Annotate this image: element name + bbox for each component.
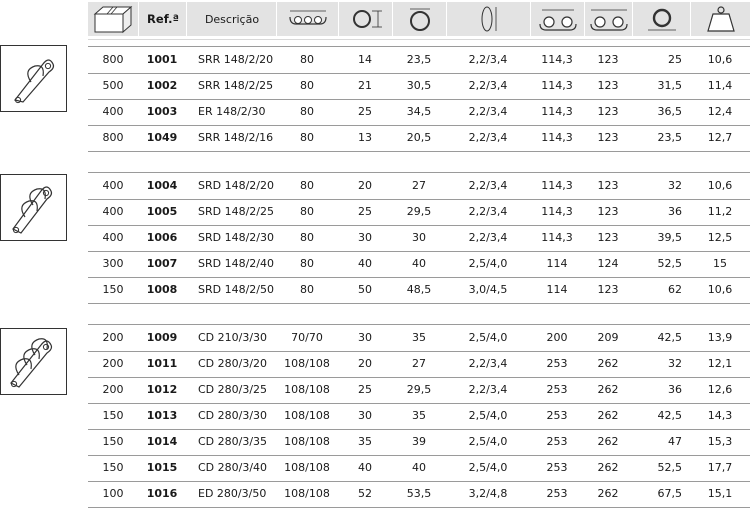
cell-description: CD 280/3/40 (198, 461, 268, 474)
cell-ring-open: 52,5 (657, 461, 682, 474)
cell-total-length: 123 (597, 231, 619, 244)
cell-wire-thickness: 2,2/3,4 (468, 231, 508, 244)
table-row (88, 325, 750, 352)
single-claw-clip-icon (0, 45, 67, 112)
cell-description: CD 280/3/35 (198, 435, 268, 448)
cell-total-length: 123 (597, 131, 619, 144)
cell-ring-width: 50 (358, 283, 372, 296)
table-row (88, 225, 750, 252)
cell-weight: 11,2 (707, 205, 733, 218)
cell-quantity: 150 (102, 435, 124, 448)
cell-pitch: 114,3 (541, 105, 573, 118)
cell-description: CD 280/3/25 (198, 383, 268, 396)
cell-ref: 1006 (146, 231, 178, 244)
cell-weight: 12,6 (707, 383, 733, 396)
cell-wire-thickness: 2,2/3,4 (468, 105, 508, 118)
cell-pitch: 114,3 (541, 131, 573, 144)
cell-total-length: 209 (597, 331, 619, 344)
cell-description: SRR 148/2/16 (198, 131, 274, 144)
cell-wire-thickness: 2,2/3,4 (468, 357, 508, 370)
cell-pitch: 114,3 (541, 53, 573, 66)
cell-description: CD 280/3/20 (198, 357, 268, 370)
cell-ring-width: 14 (358, 53, 372, 66)
cell-weight: 12,5 (707, 231, 733, 244)
cell-clamp-length: 80 (300, 283, 314, 296)
cell-ref: 1002 (146, 79, 178, 92)
cell-wire-thickness: 2,5/4,0 (468, 409, 508, 422)
cell-quantity: 800 (102, 131, 124, 144)
cell-total-length: 123 (597, 105, 619, 118)
cell-quantity: 500 (102, 79, 124, 92)
cell-ref: 1013 (146, 409, 178, 422)
table-row (88, 455, 750, 482)
cell-ref: 1049 (146, 131, 178, 144)
cell-quantity: 400 (102, 205, 124, 218)
cell-description: SRD 148/2/50 (198, 283, 274, 296)
cell-ring-open: 25 (668, 53, 682, 66)
cell-clamp-length: 80 (300, 131, 314, 144)
cell-ring-diameter: 20,5 (406, 131, 432, 144)
cell-ring-diameter: 40 (412, 257, 426, 270)
cell-ring-open: 36,5 (657, 105, 682, 118)
cell-pitch: 114,3 (541, 79, 573, 92)
cell-ring-open: 32 (668, 179, 682, 192)
cell-description: CD 280/3/30 (198, 409, 268, 422)
table-row (88, 73, 750, 100)
cell-clamp-length: 108/108 (284, 383, 330, 396)
cell-description: SRD 148/2/40 (198, 257, 274, 270)
cell-total-length: 124 (597, 257, 619, 270)
cell-total-length: 262 (597, 357, 619, 370)
package-box-icon (88, 2, 138, 36)
cell-ring-width: 20 (358, 357, 372, 370)
table-row (88, 277, 750, 304)
cell-pitch: 114,3 (541, 231, 573, 244)
cell-ring-width: 30 (358, 409, 372, 422)
cell-clamp-length: 108/108 (284, 409, 330, 422)
cell-quantity: 200 (102, 331, 124, 344)
cell-ring-open: 42,5 (657, 409, 682, 422)
cell-ring-width: 25 (358, 105, 372, 118)
cell-wire-thickness: 2,5/4,0 (468, 257, 508, 270)
table-row (88, 251, 750, 278)
cell-clamp-length: 80 (300, 105, 314, 118)
cell-ref: 1004 (146, 179, 178, 192)
cell-wire-thickness: 2,5/4,0 (468, 461, 508, 474)
table-row (88, 47, 750, 74)
cell-ring-diameter: 40 (412, 461, 426, 474)
cell-total-length: 123 (597, 79, 619, 92)
weight-icon (690, 2, 750, 36)
table-row (88, 481, 750, 508)
ring-diameter-icon (392, 2, 447, 36)
cell-ring-open: 36 (668, 383, 682, 396)
cell-ring-open: 31,5 (657, 79, 682, 92)
cell-ring-open: 39,5 (657, 231, 682, 244)
triple-claw-clip-icon (0, 328, 67, 395)
cell-weight: 14,3 (707, 409, 733, 422)
cell-pitch: 253 (546, 487, 568, 500)
table-row (88, 199, 750, 226)
double-claw-clip-icon (0, 174, 67, 241)
cell-ring-diameter: 35 (412, 409, 426, 422)
cell-ref: 1008 (146, 283, 178, 296)
cell-ring-diameter: 27 (412, 357, 426, 370)
table-row (88, 403, 750, 430)
cell-ref: 1003 (146, 105, 178, 118)
cell-weight: 11,4 (707, 79, 733, 92)
cell-ring-width: 40 (358, 257, 372, 270)
cell-pitch: 253 (546, 461, 568, 474)
cell-total-length: 262 (597, 409, 619, 422)
cell-weight: 10,6 (707, 283, 733, 296)
cell-total-length: 123 (597, 179, 619, 192)
table-row (88, 351, 750, 378)
cell-ring-width: 20 (358, 179, 372, 192)
cell-ring-width: 25 (358, 205, 372, 218)
cell-weight: 10,6 (707, 53, 733, 66)
cell-total-length: 123 (597, 205, 619, 218)
cell-quantity: 150 (102, 461, 124, 474)
wire-thickness-icon (446, 2, 531, 36)
cell-ring-diameter: 48,5 (406, 283, 432, 296)
clamp-length-icon (276, 2, 339, 36)
cell-weight: 10,6 (707, 179, 733, 192)
cell-clamp-length: 108/108 (284, 487, 330, 500)
cell-clamp-length: 80 (300, 205, 314, 218)
cell-ring-open: 67,5 (657, 487, 682, 500)
cell-ref: 1009 (146, 331, 178, 344)
cell-weight: 15,3 (707, 435, 733, 448)
cell-pitch: 114 (546, 257, 568, 270)
cell-ring-width: 25 (358, 383, 372, 396)
header-divider (88, 39, 750, 40)
cell-ring-width: 13 (358, 131, 372, 144)
cell-ref: 1001 (146, 53, 178, 66)
cell-ring-width: 52 (358, 487, 372, 500)
cell-quantity: 400 (102, 231, 124, 244)
pitch-icon (530, 2, 585, 36)
cell-clamp-length: 108/108 (284, 461, 330, 474)
cell-quantity: 400 (102, 105, 124, 118)
cell-ref: 1015 (146, 461, 178, 474)
cell-clamp-length: 80 (300, 179, 314, 192)
cell-ring-diameter: 30 (412, 231, 426, 244)
cell-description: SRD 148/2/25 (198, 205, 274, 218)
cell-pitch: 253 (546, 383, 568, 396)
cell-ring-open: 23,5 (657, 131, 682, 144)
table-row (88, 173, 750, 200)
cell-pitch: 253 (546, 357, 568, 370)
description-header-label: Descrição (204, 12, 260, 26)
cell-ring-width: 40 (358, 461, 372, 474)
ring-width-icon (338, 2, 393, 36)
cell-wire-thickness: 2,2/3,4 (468, 205, 508, 218)
cell-quantity: 100 (102, 487, 124, 500)
cell-total-length: 262 (597, 383, 619, 396)
cell-clamp-length: 108/108 (284, 357, 330, 370)
cell-clamp-length: 80 (300, 79, 314, 92)
cell-ring-diameter: 23,5 (406, 53, 432, 66)
total-length-icon (584, 2, 633, 36)
cell-ring-diameter: 30,5 (406, 79, 432, 92)
cell-ring-diameter: 29,5 (406, 205, 432, 218)
cell-pitch: 114,3 (541, 179, 573, 192)
cell-total-length: 262 (597, 461, 619, 474)
table-row (88, 99, 750, 126)
cell-weight: 12,4 (707, 105, 733, 118)
cell-ring-open: 32 (668, 357, 682, 370)
cell-ring-open: 42,5 (657, 331, 682, 344)
cell-wire-thickness: 2,2/3,4 (468, 79, 508, 92)
cell-ring-diameter: 53,5 (406, 487, 432, 500)
cell-ring-diameter: 29,5 (406, 383, 432, 396)
cell-quantity: 200 (102, 357, 124, 370)
cell-wire-thickness: 2,5/4,0 (468, 331, 508, 344)
cell-wire-thickness: 2,2/3,4 (468, 131, 508, 144)
cell-description: ER 148/2/30 (198, 105, 266, 118)
ring-open-icon (632, 2, 691, 36)
ref-header (138, 2, 187, 36)
cell-quantity: 800 (102, 53, 124, 66)
cell-ring-diameter: 39 (412, 435, 426, 448)
cell-description: SRR 148/2/25 (198, 79, 274, 92)
cell-ref: 1005 (146, 205, 178, 218)
cell-clamp-length: 108/108 (284, 435, 330, 448)
cell-wire-thickness: 2,2/3,4 (468, 383, 508, 396)
cell-ring-diameter: 27 (412, 179, 426, 192)
cell-description: SRD 148/2/30 (198, 231, 274, 244)
description-header (186, 2, 277, 36)
cell-clamp-length: 70/70 (291, 331, 323, 344)
cell-ring-diameter: 35 (412, 331, 426, 344)
cell-pitch: 253 (546, 435, 568, 448)
cell-ref: 1011 (146, 357, 178, 370)
cell-ring-width: 30 (358, 231, 372, 244)
table-header (88, 2, 750, 36)
cell-ring-open: 52,5 (657, 257, 682, 270)
cell-pitch: 253 (546, 409, 568, 422)
cell-pitch: 200 (546, 331, 568, 344)
cell-ring-open: 47 (668, 435, 682, 448)
table-row (88, 429, 750, 456)
cell-weight: 12,1 (707, 357, 733, 370)
cell-wire-thickness: 2,2/3,4 (468, 53, 508, 66)
cell-ring-diameter: 34,5 (406, 105, 432, 118)
cell-weight: 15 (713, 257, 727, 270)
cell-description: SRR 148/2/20 (198, 53, 274, 66)
cell-ref: 1007 (146, 257, 178, 270)
cell-description: ED 280/3/50 (198, 487, 267, 500)
ref-header-label: Ref.ª (147, 12, 179, 26)
cell-ring-width: 30 (358, 331, 372, 344)
cell-pitch: 114,3 (541, 205, 573, 218)
cell-clamp-length: 80 (300, 53, 314, 66)
cell-wire-thickness: 2,2/3,4 (468, 179, 508, 192)
cell-weight: 15,1 (707, 487, 733, 500)
cell-ref: 1014 (146, 435, 178, 448)
cell-wire-thickness: 3,0/4,5 (468, 283, 508, 296)
cell-ring-width: 21 (358, 79, 372, 92)
cell-description: CD 210/3/30 (198, 331, 268, 344)
cell-ring-open: 62 (668, 283, 682, 296)
cell-ring-open: 36 (668, 205, 682, 218)
cell-description: SRD 148/2/20 (198, 179, 274, 192)
cell-quantity: 150 (102, 283, 124, 296)
cell-pitch: 114 (546, 283, 568, 296)
cell-weight: 12,7 (707, 131, 733, 144)
cell-clamp-length: 80 (300, 257, 314, 270)
cell-total-length: 123 (597, 53, 619, 66)
cell-quantity: 300 (102, 257, 124, 270)
table-row (88, 377, 750, 404)
cell-ref: 1016 (146, 487, 178, 500)
cell-quantity: 150 (102, 409, 124, 422)
cell-wire-thickness: 2,5/4,0 (468, 435, 508, 448)
cell-wire-thickness: 3,2/4,8 (468, 487, 508, 500)
cell-ref: 1012 (146, 383, 178, 396)
cell-clamp-length: 80 (300, 231, 314, 244)
cell-quantity: 200 (102, 383, 124, 396)
cell-ring-width: 35 (358, 435, 372, 448)
cell-total-length: 262 (597, 487, 619, 500)
cell-weight: 17,7 (707, 461, 733, 474)
cell-weight: 13,9 (707, 331, 733, 344)
cell-total-length: 262 (597, 435, 619, 448)
table-row (88, 125, 750, 152)
cell-total-length: 123 (597, 283, 619, 296)
cell-quantity: 400 (102, 179, 124, 192)
